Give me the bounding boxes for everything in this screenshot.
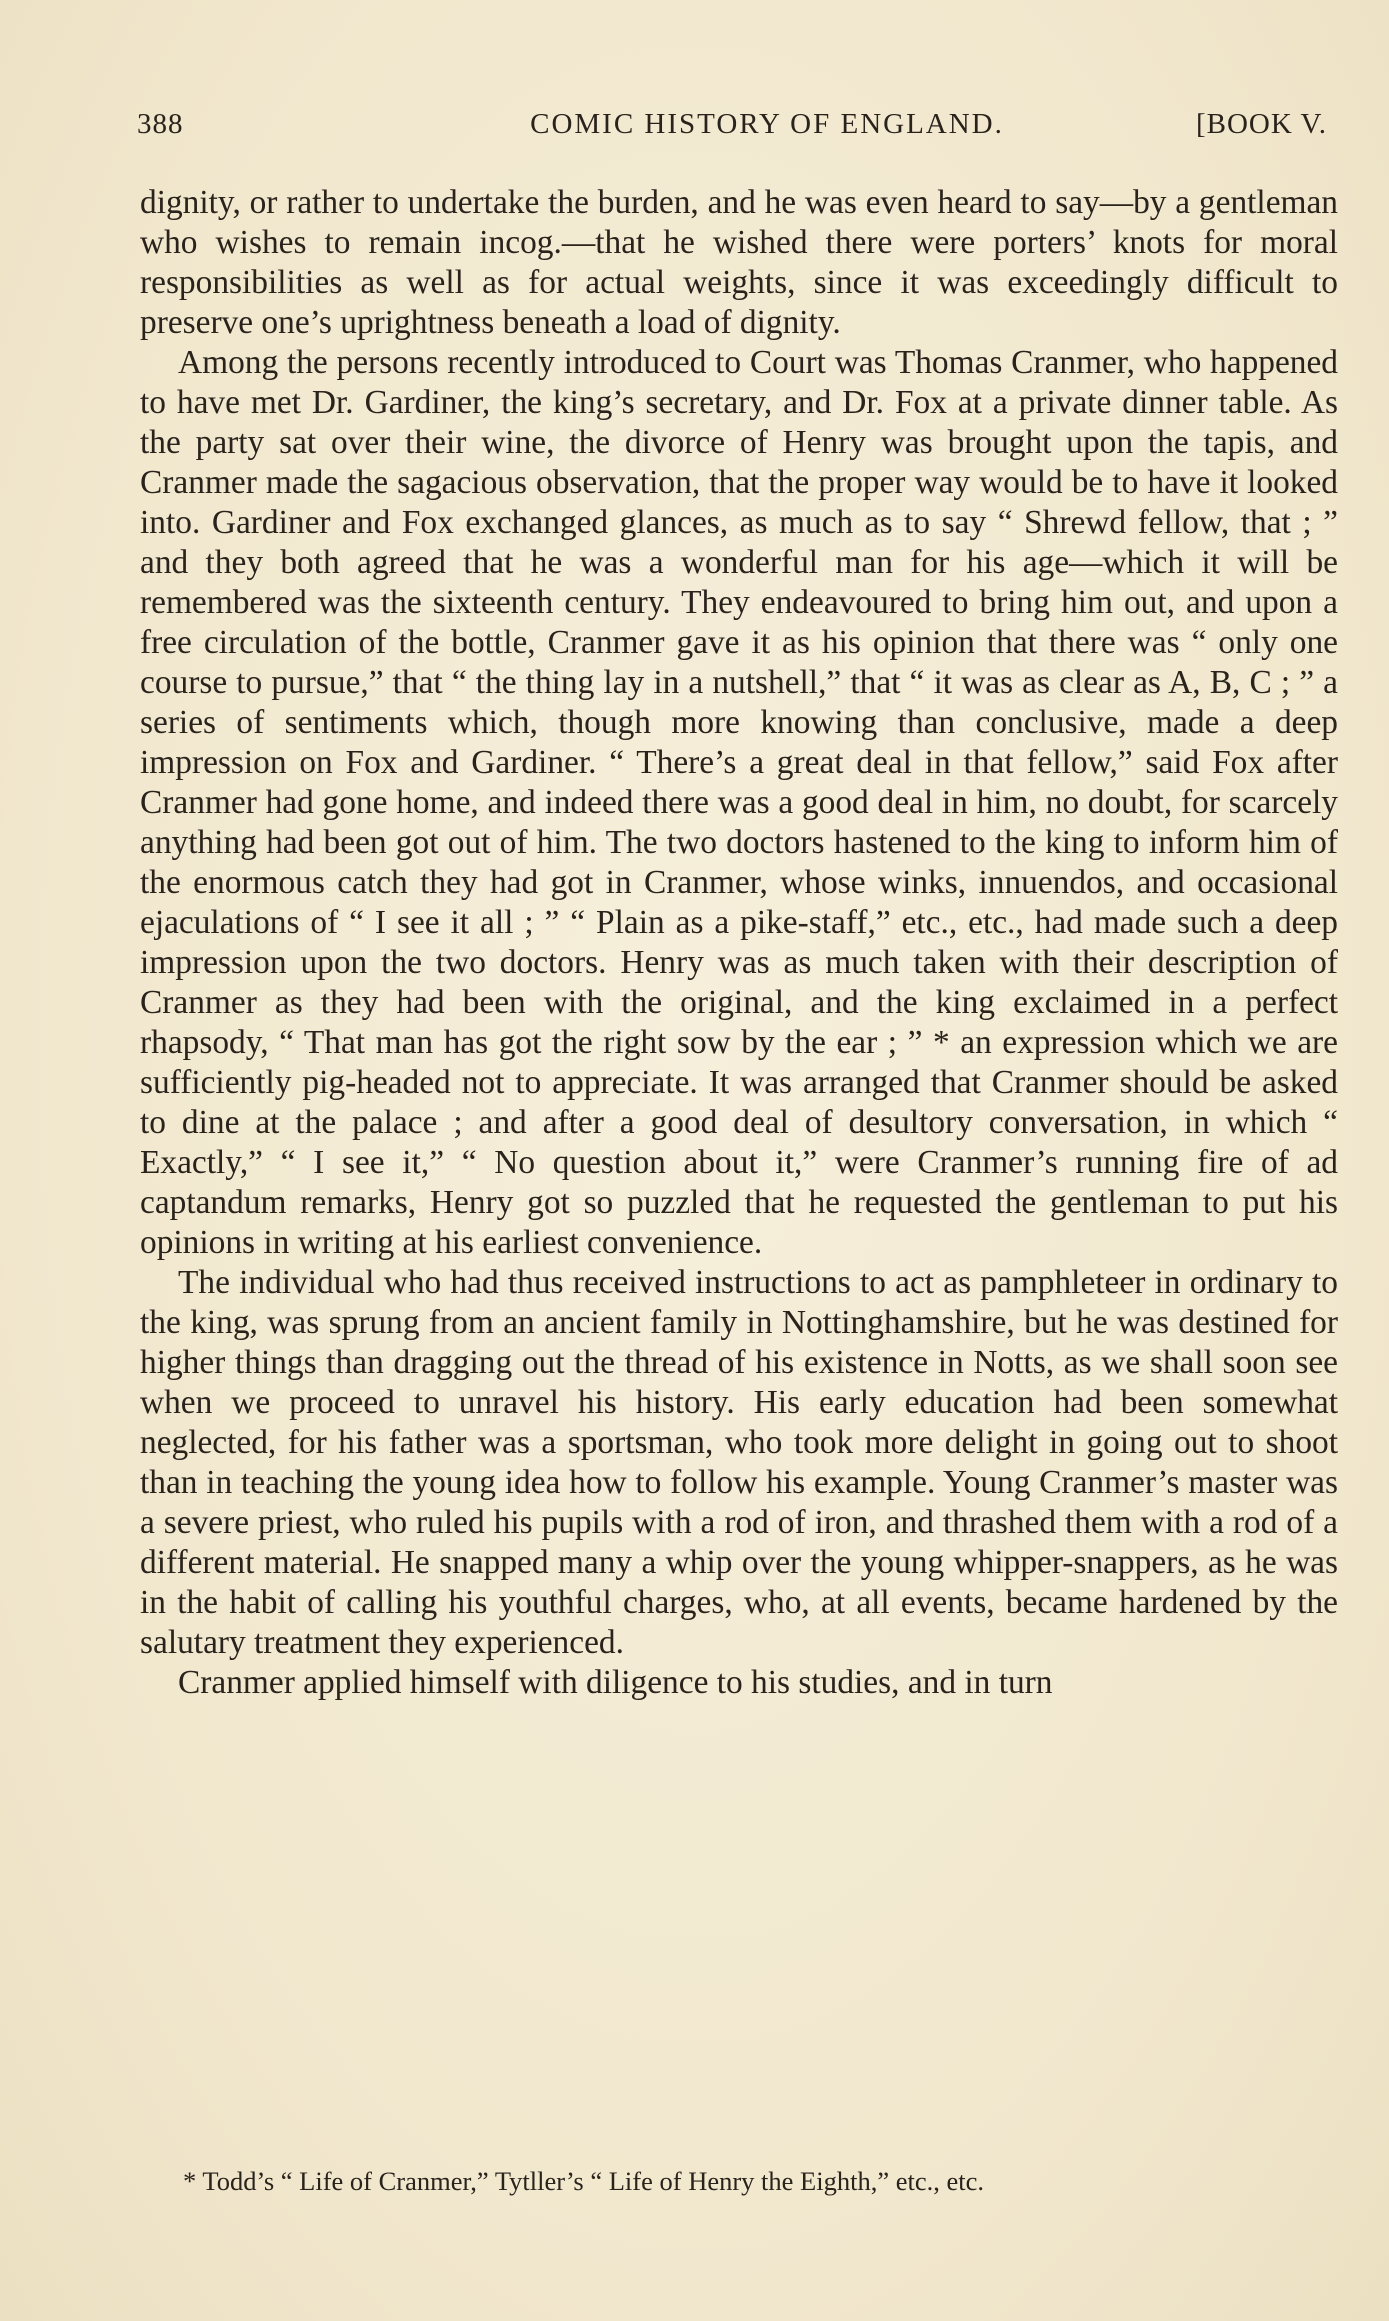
paragraph: dignity, or rather to undertake the burden, and he was even heard to say—by a gentleman who wishes to remain incog.—that he wished there were porters’ knots for moral responsibilities as well as for actual weights, since it was exceedingly difficult to preserve one’s uprightness beneath a load of dignity. [140, 184, 1338, 341]
book-label: [BOOK V. [1195, 108, 1327, 140]
running-title: COMIC HISTORY OF ENGLAND. [530, 108, 1004, 140]
page-number: 388 [137, 108, 184, 140]
paragraph: Cranmer applied himself with diligence to his studies, and in turn [178, 1664, 1053, 1701]
footnote: * Todd’s “ Life of Cranmer,” Tytller’s “ Life of Henry the Eighth,” etc., etc. [183, 2166, 985, 2196]
paragraph: Among the persons recently introduced to Court was Thomas Cranmer, who happened to have met Dr. Gardiner, the king’s secretary, and Dr. Fox at a private dinner table. As the party sat over their wine, the divorce of Henry was brought upon the tapis, and Cranmer made the sagacious observation, that the proper way would be to have it looked into. Gardiner and Fox exchanged glances, as much as to say “ Shrewd fellow, that ; ” and they both agreed that he was a wonderful man for his age—which it will be remembered was the sixteenth century. They endeavoured to bring him out, and upon a free circulation of the bottle, Cranmer gave it as his opinion that there was “ only one course to pursue,” that “ the thing lay in a nutshell,” that “ it was as clear as A, B, C ; ” a series of sentiments which, though more knowing than conclusive, made a deep impression on Fox and Gardiner. “ There’s a great deal in that fellow,” said Fox after Cranmer had gone home, and indeed there was a good deal in him, no doubt, for scarcely anything had been got out of him. The two doctors hastened to the king to inform him of the enormous catch they had got in Cranmer, whose winks, innuendos, and occasional ejaculations of “ I see it all ; ” “ Plain as a pike-staff,” etc., etc., had made such a deep impression upon the two doctors. Henry was as much taken with their description of Cranmer as they had been with the original, and the king exclaimed in a perfect rhapsody, “ That man has got the right sow by the ear ; ” * an expression which we are sufficiently pig-headed not to appreciate. It was arranged that Cranmer should be asked to dine at the palace ; and after a good deal of desultory conversation, in which “ Exactly,” “ I see it,” “ No question about it,” were Cranmer’s running fire of ad captandum remarks, Henry got so puzzled that he requested the gentleman to put his opinions in writing at his earliest convenience. [140, 344, 1338, 1261]
body-text [140, 183, 1338, 1703]
page-header [137, 108, 1327, 148]
paragraph: The individual who had thus received instructions to act as pamphleteer in ordinary to the king, was sprung from an ancient family in Nottinghamshire, but he was destined for higher things than dragging out the thread of his existence in Notts, as we shall soon see when we proceed to unravel his history. His early education had been somewhat neglected, for his father was a sportsman, who took more delight in going out to shoot than in teaching the young idea how to follow his example. Young Cranmer’s master was a severe priest, who ruled his pupils with a rod of iron, and thrashed them with a rod of a different material. He snapped many a whip over the young whipper-snappers, as he was in the habit of calling his youthful charges, who, at all events, became hardened by the salutary treatment they experienced. [140, 1264, 1338, 1661]
